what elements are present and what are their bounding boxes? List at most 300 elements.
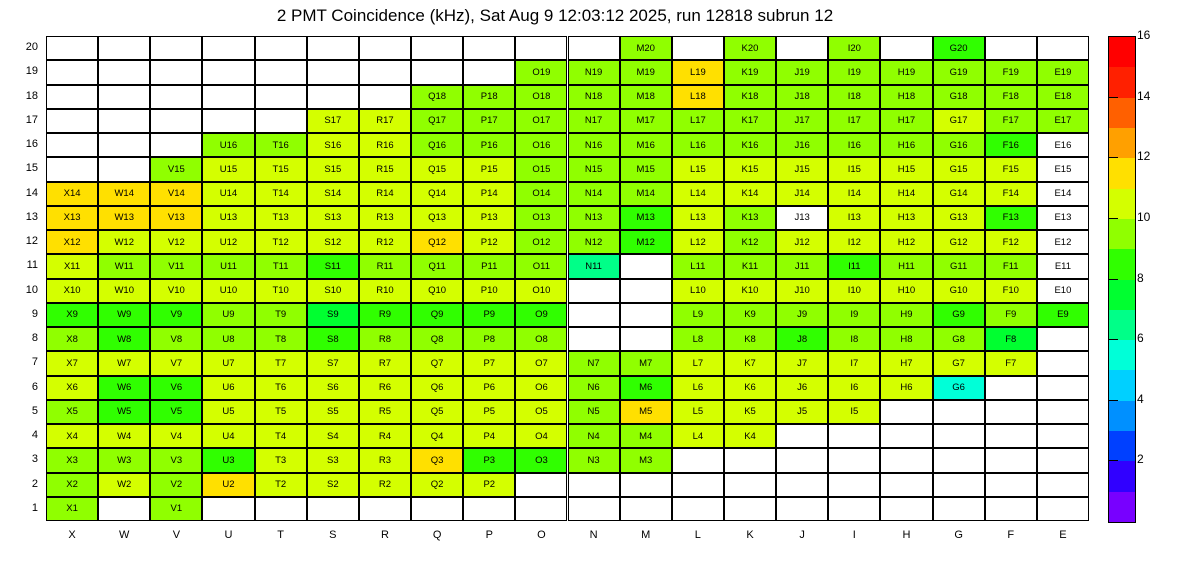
heatmap-cell: T13 bbox=[255, 206, 307, 230]
heatmap-cell: V14 bbox=[150, 182, 202, 206]
x-axis-tick-label: N bbox=[589, 529, 598, 541]
heatmap-cell: J16 bbox=[776, 133, 828, 157]
heatmap-cell bbox=[828, 424, 880, 448]
heatmap-cell: M16 bbox=[620, 133, 672, 157]
heatmap-cell bbox=[828, 473, 880, 497]
heatmap-cell: Q12 bbox=[411, 230, 463, 254]
heatmap-cell: V4 bbox=[150, 424, 202, 448]
heatmap-cell: U7 bbox=[202, 351, 254, 375]
heatmap-cell: V5 bbox=[150, 400, 202, 424]
heatmap-cell: P2 bbox=[463, 473, 515, 497]
heatmap-cell: H14 bbox=[880, 182, 932, 206]
heatmap-cell: X8 bbox=[46, 327, 98, 351]
heatmap-cell: N7 bbox=[568, 351, 620, 375]
heatmap-cell: W9 bbox=[98, 303, 150, 327]
heatmap-cell: F17 bbox=[985, 109, 1037, 133]
heatmap-cell: W10 bbox=[98, 279, 150, 303]
heatmap-cell: W5 bbox=[98, 400, 150, 424]
heatmap-cell: O7 bbox=[515, 351, 567, 375]
heatmap-cell: W4 bbox=[98, 424, 150, 448]
heatmap-cell: G15 bbox=[933, 157, 985, 181]
heatmap-cell: T3 bbox=[255, 448, 307, 472]
heatmap-cell bbox=[1037, 448, 1089, 472]
heatmap-cell: V9 bbox=[150, 303, 202, 327]
heatmap-cell bbox=[568, 36, 620, 60]
heatmap-cell: I14 bbox=[828, 182, 880, 206]
x-axis-tick-label: T bbox=[277, 529, 285, 541]
heatmap-cell: V7 bbox=[150, 351, 202, 375]
heatmap-cell: F8 bbox=[985, 327, 1037, 351]
heatmap-cell: N19 bbox=[568, 60, 620, 84]
heatmap-cell bbox=[202, 497, 254, 521]
y-axis-tick-label: 20 bbox=[25, 41, 38, 54]
heatmap-cell: Q15 bbox=[411, 157, 463, 181]
heatmap-cell: Q14 bbox=[411, 182, 463, 206]
heatmap-cell: O13 bbox=[515, 206, 567, 230]
heatmap-cell: X3 bbox=[46, 448, 98, 472]
heatmap-cell bbox=[776, 424, 828, 448]
heatmap-cell bbox=[933, 400, 985, 424]
heatmap-cell: X5 bbox=[46, 400, 98, 424]
heatmap-cell: F15 bbox=[985, 157, 1037, 181]
heatmap-cell: H18 bbox=[880, 85, 932, 109]
heatmap-cell: K19 bbox=[724, 60, 776, 84]
heatmap-cell: R16 bbox=[359, 133, 411, 157]
heatmap-cell: S11 bbox=[307, 254, 359, 278]
heatmap-cell: J12 bbox=[776, 230, 828, 254]
colorbar-segment bbox=[1109, 340, 1135, 370]
heatmap-cell: W2 bbox=[98, 473, 150, 497]
heatmap-cell: R17 bbox=[359, 109, 411, 133]
heatmap-cell: E17 bbox=[1037, 109, 1089, 133]
heatmap-cell: U10 bbox=[202, 279, 254, 303]
heatmap-cell bbox=[880, 497, 932, 521]
heatmap-cell: T9 bbox=[255, 303, 307, 327]
colorbar-segment bbox=[1109, 67, 1135, 97]
heatmap-cell: J7 bbox=[776, 351, 828, 375]
heatmap-cell: T14 bbox=[255, 182, 307, 206]
heatmap-cell: F12 bbox=[985, 230, 1037, 254]
heatmap-cell: H9 bbox=[880, 303, 932, 327]
heatmap-cell: I7 bbox=[828, 351, 880, 375]
heatmap-cell: H7 bbox=[880, 351, 932, 375]
heatmap-cell: J11 bbox=[776, 254, 828, 278]
heatmap-cell bbox=[724, 473, 776, 497]
x-axis-tick-label: V bbox=[172, 529, 181, 541]
heatmap-cell: P3 bbox=[463, 448, 515, 472]
heatmap-cell: Q8 bbox=[411, 327, 463, 351]
heatmap-cell: Q2 bbox=[411, 473, 463, 497]
heatmap-cell bbox=[98, 133, 150, 157]
heatmap-cell bbox=[463, 36, 515, 60]
heatmap-cell: I16 bbox=[828, 133, 880, 157]
y-axis-tick-label: 9 bbox=[31, 307, 38, 320]
heatmap-cell bbox=[98, 85, 150, 109]
x-axis-tick-label: L bbox=[694, 529, 701, 541]
heatmap-cell: L17 bbox=[672, 109, 724, 133]
heatmap-cell: L19 bbox=[672, 60, 724, 84]
y-axis-tick-label: 14 bbox=[25, 186, 38, 199]
heatmap-cell: R13 bbox=[359, 206, 411, 230]
heatmap-cell: R15 bbox=[359, 157, 411, 181]
x-axis-tick-label: J bbox=[799, 529, 805, 541]
colorbar-tick-mark bbox=[1108, 339, 1118, 340]
colorbar-tick-mark bbox=[1108, 157, 1118, 158]
heatmap-cell: M4 bbox=[620, 424, 672, 448]
heatmap-cell: G7 bbox=[933, 351, 985, 375]
heatmap-cell bbox=[46, 85, 98, 109]
heatmap-cell bbox=[255, 60, 307, 84]
heatmap-cell: N4 bbox=[568, 424, 620, 448]
heatmap-cell: T16 bbox=[255, 133, 307, 157]
heatmap-cell: H6 bbox=[880, 376, 932, 400]
colorbar-tick-label: 4 bbox=[1137, 391, 1144, 406]
x-axis-tick-label: Q bbox=[432, 529, 442, 541]
heatmap-cell bbox=[933, 424, 985, 448]
colorbar-segment bbox=[1109, 189, 1135, 219]
heatmap-cell: U5 bbox=[202, 400, 254, 424]
colorbar-tick-label: 10 bbox=[1137, 209, 1151, 224]
heatmap-cell bbox=[933, 497, 985, 521]
heatmap-cell: R2 bbox=[359, 473, 411, 497]
heatmap-cell bbox=[359, 36, 411, 60]
heatmap-cell: V10 bbox=[150, 279, 202, 303]
heatmap-cell: J17 bbox=[776, 109, 828, 133]
heatmap-cell: T15 bbox=[255, 157, 307, 181]
heatmap-cell: Q18 bbox=[411, 85, 463, 109]
heatmap-cell: O9 bbox=[515, 303, 567, 327]
heatmap-cell bbox=[515, 473, 567, 497]
heatmap-cell: S14 bbox=[307, 182, 359, 206]
colorbar-segment bbox=[1109, 310, 1135, 340]
heatmap-cell bbox=[985, 400, 1037, 424]
heatmap-cell bbox=[985, 376, 1037, 400]
heatmap-cell: M12 bbox=[620, 230, 672, 254]
heatmap-cell: O6 bbox=[515, 376, 567, 400]
heatmap-cell bbox=[776, 473, 828, 497]
heatmap-cell: K20 bbox=[724, 36, 776, 60]
heatmap-cell: O4 bbox=[515, 424, 567, 448]
heatmap-cell bbox=[98, 36, 150, 60]
heatmap-cell: X2 bbox=[46, 473, 98, 497]
heatmap-cell: E10 bbox=[1037, 279, 1089, 303]
heatmap-cell: N5 bbox=[568, 400, 620, 424]
heatmap-cell: E12 bbox=[1037, 230, 1089, 254]
heatmap-cell: X14 bbox=[46, 182, 98, 206]
heatmap-cell: M17 bbox=[620, 109, 672, 133]
heatmap-cell bbox=[150, 60, 202, 84]
colorbar-segment bbox=[1109, 461, 1135, 491]
heatmap-cell: E11 bbox=[1037, 254, 1089, 278]
heatmap-cell: R14 bbox=[359, 182, 411, 206]
heatmap-cell: Q16 bbox=[411, 133, 463, 157]
colorbar-tick-label: 6 bbox=[1137, 331, 1144, 346]
heatmap-cell: U13 bbox=[202, 206, 254, 230]
heatmap-cell: E13 bbox=[1037, 206, 1089, 230]
heatmap-cell: J18 bbox=[776, 85, 828, 109]
heatmap-cell: E18 bbox=[1037, 85, 1089, 109]
heatmap-cell: T2 bbox=[255, 473, 307, 497]
heatmap-cell: O15 bbox=[515, 157, 567, 181]
heatmap-cell: L12 bbox=[672, 230, 724, 254]
y-axis-tick-label: 2 bbox=[31, 477, 38, 490]
heatmap-cell: P15 bbox=[463, 157, 515, 181]
heatmap-cell bbox=[672, 448, 724, 472]
y-axis-tick-label: 10 bbox=[25, 283, 38, 296]
heatmap-cell bbox=[672, 36, 724, 60]
heatmap-cell: S6 bbox=[307, 376, 359, 400]
heatmap-cell: L13 bbox=[672, 206, 724, 230]
y-axis-tick-label: 1 bbox=[31, 501, 38, 514]
heatmap-cell: U2 bbox=[202, 473, 254, 497]
heatmap-cell: N6 bbox=[568, 376, 620, 400]
heatmap-cell bbox=[620, 497, 672, 521]
colorbar bbox=[1108, 36, 1136, 523]
heatmap-cell: P9 bbox=[463, 303, 515, 327]
heatmap-cell: N3 bbox=[568, 448, 620, 472]
heatmap-cell bbox=[985, 424, 1037, 448]
heatmap-cell: H19 bbox=[880, 60, 932, 84]
colorbar-tick-label: 8 bbox=[1137, 270, 1144, 285]
heatmap-cell: E9 bbox=[1037, 303, 1089, 327]
heatmap-cell: P11 bbox=[463, 254, 515, 278]
heatmap-cell: P16 bbox=[463, 133, 515, 157]
heatmap-cell: O5 bbox=[515, 400, 567, 424]
heatmap-cell: P17 bbox=[463, 109, 515, 133]
heatmap-cell: X1 bbox=[46, 497, 98, 521]
heatmap-cell: V3 bbox=[150, 448, 202, 472]
heatmap-cell: X7 bbox=[46, 351, 98, 375]
heatmap-cell: U3 bbox=[202, 448, 254, 472]
heatmap-cell: M7 bbox=[620, 351, 672, 375]
heatmap-cell bbox=[1037, 327, 1089, 351]
heatmap-cell: R9 bbox=[359, 303, 411, 327]
heatmap-cell: P6 bbox=[463, 376, 515, 400]
heatmap-cell: F14 bbox=[985, 182, 1037, 206]
heatmap-cell: O3 bbox=[515, 448, 567, 472]
heatmap-cell: H11 bbox=[880, 254, 932, 278]
heatmap-cell: O19 bbox=[515, 60, 567, 84]
heatmap-cell: Q3 bbox=[411, 448, 463, 472]
heatmap-cell: U14 bbox=[202, 182, 254, 206]
heatmap-cell: N16 bbox=[568, 133, 620, 157]
heatmap-cell bbox=[98, 60, 150, 84]
heatmap-cell: K15 bbox=[724, 157, 776, 181]
heatmap-cell: O18 bbox=[515, 85, 567, 109]
heatmap-cell: S3 bbox=[307, 448, 359, 472]
heatmap-cell: L15 bbox=[672, 157, 724, 181]
y-axis-tick-label: 7 bbox=[31, 356, 38, 369]
heatmap-cell: O14 bbox=[515, 182, 567, 206]
y-axis-tick-label: 18 bbox=[25, 89, 38, 102]
heatmap-cell: Q4 bbox=[411, 424, 463, 448]
colorbar-segment bbox=[1109, 37, 1135, 67]
heatmap-cell: U8 bbox=[202, 327, 254, 351]
heatmap-cell: L16 bbox=[672, 133, 724, 157]
heatmap-cell bbox=[828, 448, 880, 472]
heatmap-cell: U11 bbox=[202, 254, 254, 278]
heatmap-cell: X13 bbox=[46, 206, 98, 230]
heatmap-cell: E16 bbox=[1037, 133, 1089, 157]
heatmap-cell: J9 bbox=[776, 303, 828, 327]
heatmap-cell: V13 bbox=[150, 206, 202, 230]
heatmap-cell: K18 bbox=[724, 85, 776, 109]
heatmap-cell: N17 bbox=[568, 109, 620, 133]
heatmap-cell bbox=[1037, 473, 1089, 497]
heatmap-cell: M14 bbox=[620, 182, 672, 206]
heatmap-cell bbox=[98, 497, 150, 521]
heatmap-cell bbox=[202, 109, 254, 133]
heatmap-cell: Q13 bbox=[411, 206, 463, 230]
heatmap-cell: X9 bbox=[46, 303, 98, 327]
heatmap-cell: R12 bbox=[359, 230, 411, 254]
heatmap-cell bbox=[724, 497, 776, 521]
heatmap-cell: J15 bbox=[776, 157, 828, 181]
heatmap-cell: S5 bbox=[307, 400, 359, 424]
heatmap-cell: S17 bbox=[307, 109, 359, 133]
heatmap-cell: S13 bbox=[307, 206, 359, 230]
colorbar-segment bbox=[1109, 158, 1135, 188]
heatmap-cell bbox=[568, 279, 620, 303]
heatmap-cell bbox=[150, 85, 202, 109]
y-axis-tick-label: 17 bbox=[25, 113, 38, 126]
heatmap-cell bbox=[776, 36, 828, 60]
heatmap-cell: P7 bbox=[463, 351, 515, 375]
heatmap-cell: K9 bbox=[724, 303, 776, 327]
heatmap-cell: M20 bbox=[620, 36, 672, 60]
heatmap-cell: V12 bbox=[150, 230, 202, 254]
heatmap-cell: Q11 bbox=[411, 254, 463, 278]
heatmap-cell bbox=[880, 36, 932, 60]
heatmap-cell: H13 bbox=[880, 206, 932, 230]
heatmap-cell: K12 bbox=[724, 230, 776, 254]
y-axis-tick-label: 13 bbox=[25, 210, 38, 223]
heatmap-cell: N18 bbox=[568, 85, 620, 109]
heatmap-cell bbox=[1037, 497, 1089, 521]
heatmap-cell bbox=[307, 497, 359, 521]
heatmap-cell bbox=[202, 85, 254, 109]
heatmap-cell: U6 bbox=[202, 376, 254, 400]
heatmap-cell: K14 bbox=[724, 182, 776, 206]
x-axis-tick-label: O bbox=[537, 529, 546, 541]
heatmap-cell: Q17 bbox=[411, 109, 463, 133]
heatmap-cell: U12 bbox=[202, 230, 254, 254]
heatmap-cell bbox=[515, 36, 567, 60]
chart-title: 2 PMT Coincidence (kHz), Sat Aug 9 12:03:12 2025, run 12818 subrun 12 bbox=[276, 6, 834, 25]
heatmap-cell: L4 bbox=[672, 424, 724, 448]
heatmap-cell: L6 bbox=[672, 376, 724, 400]
heatmap-cell: G18 bbox=[933, 85, 985, 109]
colorbar-segment bbox=[1109, 431, 1135, 461]
heatmap-cell: P5 bbox=[463, 400, 515, 424]
heatmap-cell bbox=[620, 303, 672, 327]
heatmap-cell: T5 bbox=[255, 400, 307, 424]
heatmap-cell bbox=[620, 254, 672, 278]
x-axis-tick-label: G bbox=[954, 529, 963, 541]
colorbar-tick-mark bbox=[1108, 400, 1118, 401]
colorbar-segment bbox=[1109, 249, 1135, 279]
heatmap-cell bbox=[307, 85, 359, 109]
heatmap-cell: J8 bbox=[776, 327, 828, 351]
heatmap-cell: L7 bbox=[672, 351, 724, 375]
heatmap-cell bbox=[359, 497, 411, 521]
heatmap-cell: N11 bbox=[568, 254, 620, 278]
heatmap-cell: F13 bbox=[985, 206, 1037, 230]
heatmap-cell: L14 bbox=[672, 182, 724, 206]
heatmap-cell bbox=[568, 473, 620, 497]
heatmap-cell: U15 bbox=[202, 157, 254, 181]
heatmap-cell: N15 bbox=[568, 157, 620, 181]
heatmap-cell bbox=[620, 327, 672, 351]
heatmap-cell: R8 bbox=[359, 327, 411, 351]
heatmap-cell: T12 bbox=[255, 230, 307, 254]
heatmap-cell bbox=[620, 473, 672, 497]
heatmap-cell: V15 bbox=[150, 157, 202, 181]
heatmap-cell: M3 bbox=[620, 448, 672, 472]
x-axis-tick-label: M bbox=[641, 529, 651, 541]
heatmap-cell: K17 bbox=[724, 109, 776, 133]
heatmap-cell: X11 bbox=[46, 254, 98, 278]
heatmap-cell: J19 bbox=[776, 60, 828, 84]
x-axis-tick-label: E bbox=[1059, 529, 1067, 541]
heatmap-cell: Q10 bbox=[411, 279, 463, 303]
colorbar-tick-mark bbox=[1108, 97, 1118, 98]
heatmap-cell bbox=[46, 60, 98, 84]
heatmap-cell: P13 bbox=[463, 206, 515, 230]
y-axis-tick-label: 15 bbox=[25, 162, 38, 175]
heatmap-cell bbox=[307, 60, 359, 84]
heatmap-cell: M19 bbox=[620, 60, 672, 84]
heatmap-cell: O10 bbox=[515, 279, 567, 303]
heatmap-cell: X10 bbox=[46, 279, 98, 303]
heatmap-cell bbox=[255, 109, 307, 133]
heatmap-cell: F11 bbox=[985, 254, 1037, 278]
heatmap-cell: L18 bbox=[672, 85, 724, 109]
heatmap-cell: I11 bbox=[828, 254, 880, 278]
heatmap-cell: K5 bbox=[724, 400, 776, 424]
heatmap-grid bbox=[46, 36, 1089, 546]
heatmap-cell: W12 bbox=[98, 230, 150, 254]
heatmap-cell bbox=[985, 497, 1037, 521]
heatmap-cell: J6 bbox=[776, 376, 828, 400]
heatmap-cell: R11 bbox=[359, 254, 411, 278]
heatmap-cell: S2 bbox=[307, 473, 359, 497]
heatmap-cell: O11 bbox=[515, 254, 567, 278]
heatmap-cell: K13 bbox=[724, 206, 776, 230]
heatmap-cell: M13 bbox=[620, 206, 672, 230]
heatmap-cell: J10 bbox=[776, 279, 828, 303]
heatmap-cell: K4 bbox=[724, 424, 776, 448]
heatmap-cell: P14 bbox=[463, 182, 515, 206]
heatmap-cell: W11 bbox=[98, 254, 150, 278]
x-axis-tick-label: W bbox=[119, 529, 130, 541]
heatmap-cell: S7 bbox=[307, 351, 359, 375]
heatmap-cell bbox=[880, 400, 932, 424]
colorbar-segment bbox=[1109, 492, 1135, 522]
heatmap-cell: W6 bbox=[98, 376, 150, 400]
y-axis-tick-label: 11 bbox=[26, 259, 38, 272]
heatmap-cell: H16 bbox=[880, 133, 932, 157]
heatmap-cell: R5 bbox=[359, 400, 411, 424]
heatmap-cell bbox=[463, 497, 515, 521]
heatmap-cell: F9 bbox=[985, 303, 1037, 327]
colorbar-tick-label: 16 bbox=[1137, 28, 1151, 42]
heatmap-cell: R3 bbox=[359, 448, 411, 472]
colorbar-tick-label: 12 bbox=[1137, 149, 1151, 164]
heatmap-cell: L11 bbox=[672, 254, 724, 278]
heatmap-cell: G11 bbox=[933, 254, 985, 278]
heatmap-cell: N14 bbox=[568, 182, 620, 206]
